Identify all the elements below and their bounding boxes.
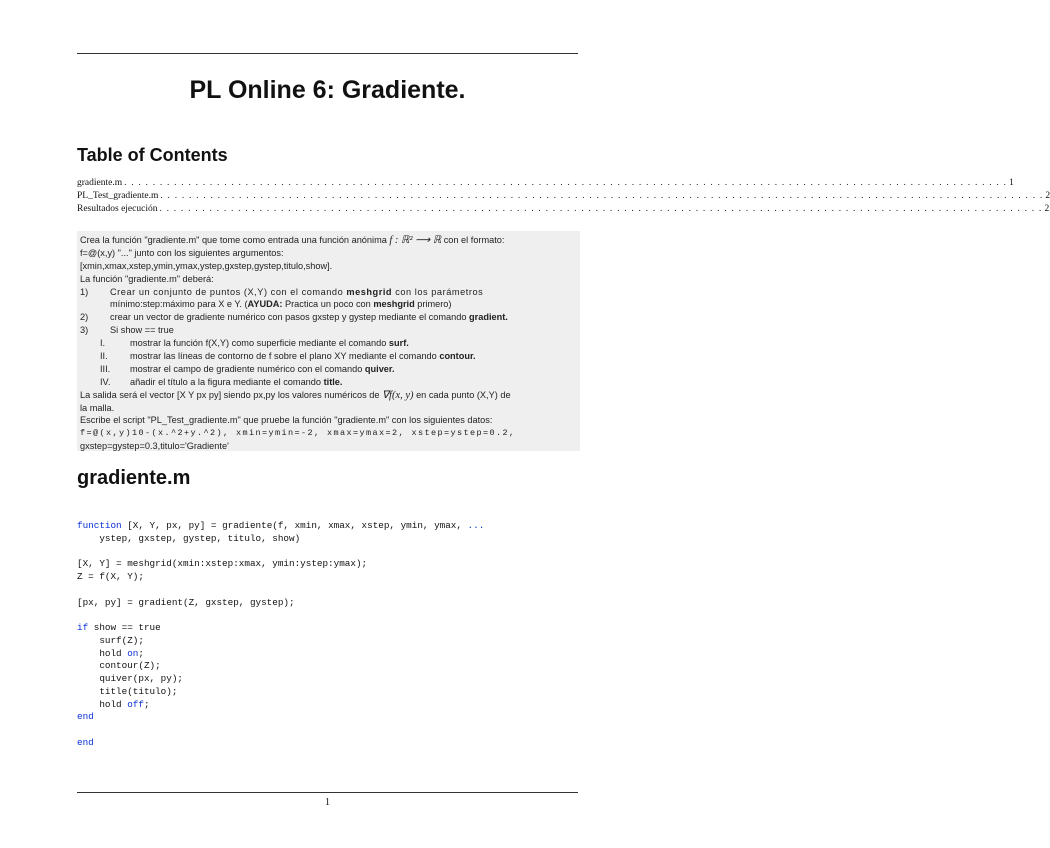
code-line: [X, Y] = meshgrid(xmin:xstep:xmax, ymin:ystep:ymax); [77,558,368,570]
code-line: Z = f(X, Y); [77,571,144,582]
desc-line: La salida será el vector [X Y px py] siendo px,py los valores numéricos de ∇f(x, y) en cada punto (X,Y) de [80,389,511,401]
code-line: [px, py] = gradient(Z, gxstep, gystep); [77,596,295,608]
desc-line-test-data: f=@(x,y)10-(x.^2+y.^2), xmin=ymin=-2, xmax=ymax=2, xstep=ystep=0.2, [80,428,516,439]
toc-leader: . . . . . . . . . . . . . . . . . . . . . . . . . . . . . . . . . . . . . . . . . . . . . . . . . . . . . . . . . . . . . . . . . . . . . . . . . . . . . . . . . . . . . . . . . . . . . . . . . . . . . . . . . . . . . . . . . . . . . . . . . . . . [159,204,1043,214]
toc-entry-label: gradiente.m [77,178,123,188]
toc-leader: . . . . . . . . . . . . . . . . . . . . . . . . . . . . . . . . . . . . . . . . . . . . . . . . . . . . . . . . . . . . . . . . . . . . . . . . . . . . . . . . . . . . . . . . . . . . . . . . . . . . . . . . . . . . . . . . . . . . . . . . . . . . [160,191,1044,201]
code-keyword: end [77,736,94,748]
desc-line: La función "gradiente.m" deberá: [80,273,214,284]
list-item: 3) Si show == true [80,325,174,336]
sub-item: II. mostrar las líneas de contorno de f sobre el plano XY mediante el comando contour. [100,351,476,362]
list-item: 1) Crear un conjunto de puntos (X,Y) con el comando meshgrid con los parámetros [80,286,484,297]
toc-entry-page: 2 [1044,204,1050,214]
toc-entry[interactable] [77,204,1050,215]
page-title: PL Online 6: Gradiente. [189,76,466,104]
code-line: ystep, gxstep, gystep, titulo, show) [77,532,301,544]
desc-line: Crea la función "gradiente.m" que tome como entrada una función anónima f : ℝ² ⟶ ℝ con el formato: [80,235,505,246]
page-number: 1 [325,797,330,808]
sub-item: IV. añadir el título a la figura mediante el comando title. [100,376,343,387]
toc-entry[interactable] [77,178,1014,189]
toc-entry-label: Resultados ejecución [77,204,158,214]
sub-item: III. mostrar el campo de gradiente numérico con el comando quiver. [100,363,395,374]
desc-line: gxstep=gystep=0.3,titulo='Gradiente' [80,441,229,452]
code-keyword: function [77,520,122,531]
toc-leader: . . . . . . . . . . . . . . . . . . . . . . . . . . . . . . . . . . . . . . . . . . . . . . . . . . . . . . . . . . . . . . . . . . . . . . . . . . . . . . . . . . . . . . . . . . . . . . . . . . . . . . . . . . . . . . . . . . . . . . . . . . . . [124,178,1008,188]
desc-line: la malla. [80,402,115,413]
code-line: title(titulo); [77,685,178,697]
toc-entry-label: PL_Test_gradiente.m [77,191,159,201]
sub-item: I. mostrar la función f(X,Y) como superficie mediante el comando surf. [100,338,409,349]
math-signature: f : ℝ² ⟶ ℝ [389,235,442,246]
code-line: contour(Z); [77,660,161,672]
desc-line: Escribe el script "PL_Test_gradiente.m" que pruebe la función "gradiente.m" con los siguientes datos: [80,415,493,426]
toc-heading: Table of Contents [77,145,228,165]
description-text [80,234,578,453]
section-heading: gradiente.m [77,467,191,489]
desc-line: f=@(x,y) "..." junto con los siguientes argumentos: [80,247,284,258]
toc-entry-page: 2 [1045,191,1050,201]
bottom-rule [77,792,578,793]
code-block: function [X, Y, px, py] = gradiente(f, xmin, xmax, xstep, ymin, ymax, ... ystep, gxstep, gystep, titulo, show) [X, Y] = meshgrid(xmin:xstep:xmax, ymin:ystep:ymax); Z = f(X, Y); [px, py] = gradient(Z, gxstep, gystep); if show == true surf(Z); hold on; contour(Z); quiver(px, py); title(titulo); hold off; end end [77,520,485,748]
code-line: quiver(px, py); [77,673,184,684]
top-rule [77,53,578,54]
list-item-cont: mínimo:step:máximo para X e Y. (AYUDA: Practica un poco con meshgrid primero) [110,299,452,310]
code-keyword: if [77,622,89,633]
desc-line: [xmin,xmax,xstep,ymin,ymax,ystep,gxstep,gystep,titulo,show]. [80,260,333,271]
code-line: surf(Z); [77,634,144,646]
list-item: 2) crear un vector de gradiente numérico con pasos gxstep y gystep mediante el comando gradient. [80,312,508,323]
code-keyword: end [77,711,94,723]
toc-entry[interactable] [77,191,1050,202]
math-gradient: ∇f(x, y) [382,389,414,401]
toc-entry-page: 1 [1009,178,1014,188]
